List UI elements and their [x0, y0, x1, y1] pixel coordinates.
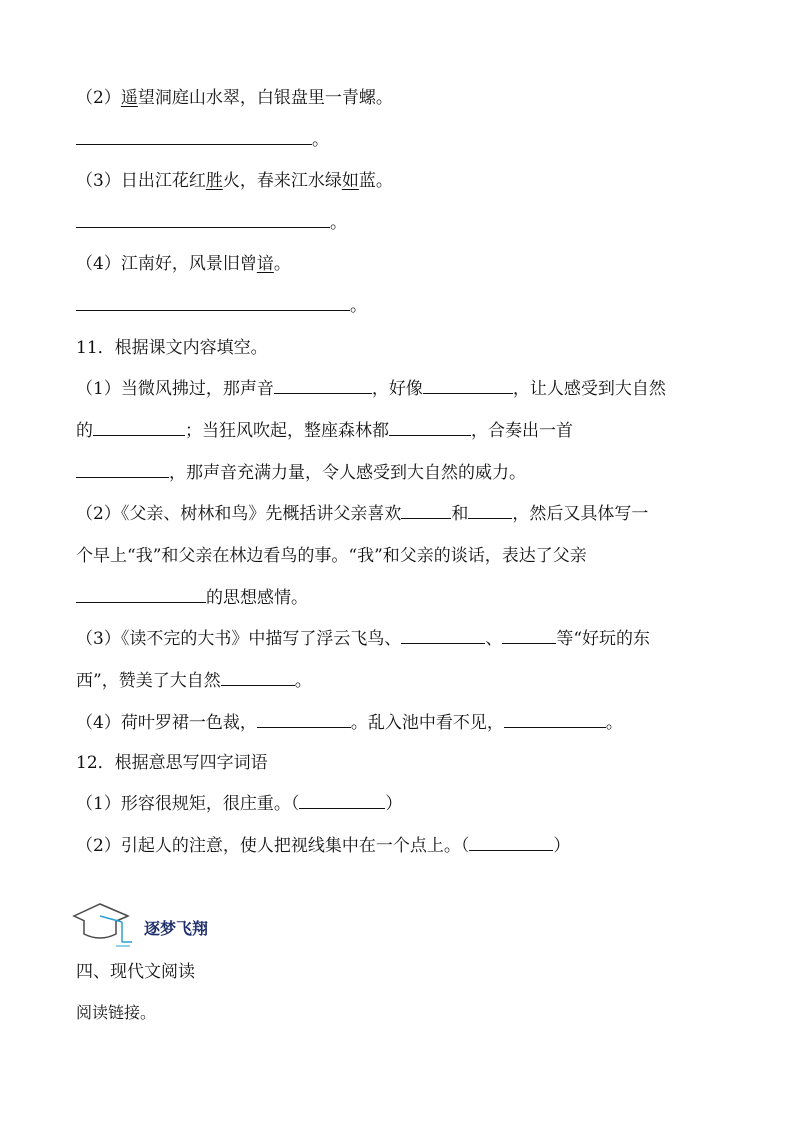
q10-item-3-marked-char-1: 胜 — [205, 171, 223, 191]
q11-item-2-text-c: ，然后又具体写一 — [512, 504, 649, 524]
q11-item-3-line-2 — [76, 669, 312, 693]
q11-item-3-blank-2[interactable] — [502, 627, 556, 644]
section-4-title: 四、现代文阅读 — [76, 962, 195, 982]
q11-item-1-text-a: （1）当微风拂过，那声音 — [76, 379, 274, 399]
q11-item-3-text-d: 西”，赞美了大自然 — [76, 671, 221, 691]
q10-item-3-answer — [76, 211, 347, 235]
q11-item-1-blank-3[interactable] — [93, 419, 185, 436]
q11-item-4 — [76, 711, 623, 735]
q11-item-1-text-c: ，让人感受到大自然 — [512, 379, 666, 399]
q11-item-1-text-g: ，那声音充满力量，令人感受到大自然的威力。 — [169, 463, 526, 483]
q10-item-2-marked-char: 遥 — [120, 88, 138, 108]
q10-item-3-answer-end: 。 — [330, 213, 347, 233]
q11-item-2-line-3 — [76, 586, 308, 610]
q10-item-4-marked-char: 谙 — [256, 254, 274, 274]
q12-item-2-text: （2）引起人的注意，使人把视线集中在一个点上。（ — [76, 836, 470, 856]
q10-item-2 — [76, 86, 393, 110]
q11-item-1-text-b: ，好像 — [371, 379, 423, 399]
section-banner — [70, 898, 250, 950]
q10-item-3 — [76, 169, 393, 193]
q11-item-2-blank-3[interactable] — [76, 586, 206, 603]
q11-item-1-blank-5[interactable] — [76, 461, 169, 478]
q12-item-1-text: （1）形容很规矩，很庄重。（ — [76, 794, 300, 814]
q10-item-3-text: 蓝。 — [358, 171, 393, 191]
q11-title: 11．根据课文内容填空。 — [76, 338, 268, 358]
q11-item-1-text-d: 的 — [76, 421, 93, 441]
q10-item-4-text: 。 — [273, 254, 291, 274]
q11-item-1-line-1 — [76, 377, 666, 401]
q11-item-2-text-a: （2）《父亲、树林和鸟》先概括讲父亲喜欢 — [76, 504, 402, 524]
section-4-subtitle: 阅读链接。 — [76, 1003, 157, 1022]
q11-item-4-text-c: 。 — [605, 713, 623, 733]
q10-item-2-answer — [76, 128, 329, 152]
q10-item-3-answer-blank[interactable] — [76, 211, 330, 228]
q12-item-2 — [76, 834, 570, 858]
q12-item-1-close: ） — [385, 794, 403, 814]
q11-item-1-blank-2[interactable] — [423, 377, 513, 394]
q10-item-4 — [76, 252, 291, 276]
q12-item-2-close: ） — [553, 836, 571, 856]
q11-item-2-blank-1[interactable] — [401, 502, 451, 519]
q11-item-3-text-c: 等“好玩的东 — [556, 629, 651, 649]
q11-item-1-blank-4[interactable] — [389, 419, 471, 436]
q11-item-4-blank-2[interactable] — [504, 711, 606, 728]
q11-item-3-text-b: 、 — [485, 629, 503, 649]
q11-item-3-line-1 — [76, 627, 650, 651]
q11-item-1-line-3 — [76, 461, 526, 485]
q11-item-2-line-2: 个早上“我”和父亲在林边看鸟的事。“我”和父亲的谈话，表达了父亲 — [76, 546, 587, 566]
q11-item-2-line-1 — [76, 502, 648, 526]
q10-item-2-answer-blank[interactable] — [76, 128, 312, 145]
q10-item-3-prefix: （3）日出江花红 — [76, 171, 206, 191]
q11-item-2-text-e: 的思想感情。 — [206, 588, 308, 608]
q12-item-1-blank[interactable] — [299, 792, 385, 809]
q11-item-4-blank-1[interactable] — [257, 711, 351, 728]
q12-item-1 — [76, 792, 402, 816]
q12-title: 12．根据意思写四字词语 — [76, 753, 268, 773]
q11-item-1-text-e: ；当狂风吹起，整座森林都 — [185, 421, 389, 441]
q11-item-1-line-2 — [76, 419, 573, 443]
q10-item-4-prefix: （4）江南好，风景旧曾 — [76, 254, 257, 274]
q11-item-1-text-f: ，合奏出一首 — [471, 421, 573, 441]
q11-item-1-blank-1[interactable] — [274, 377, 372, 394]
q10-item-2-text: 望洞庭山水翠，白银盘里一青螺。 — [137, 88, 393, 108]
banner-title: 逐梦飞翔 — [144, 919, 209, 938]
q11-item-2-text-b: 和 — [451, 504, 469, 524]
q10-item-2-answer-end: 。 — [312, 130, 329, 150]
q10-item-4-answer-end: 。 — [350, 296, 367, 316]
q11-item-2-blank-2[interactable] — [468, 502, 512, 519]
q10-item-4-answer-blank[interactable] — [76, 294, 350, 311]
q11-item-4-text-b: 。乱入池中看不见， — [350, 713, 504, 733]
q11-item-3-text-e: 。 — [294, 671, 312, 691]
q11-item-3-blank-1[interactable] — [401, 627, 485, 644]
q12-item-2-blank[interactable] — [469, 834, 553, 851]
q11-item-3-blank-3[interactable] — [221, 669, 295, 686]
q11-item-3-text-a: （3）《读不完的大书》中描写了浮云飞鸟、 — [76, 629, 402, 649]
q10-item-3-marked-char-2: 如 — [341, 171, 359, 191]
q10-item-4-answer — [76, 294, 367, 318]
q11-item-4-text-a: （4）荷叶罗裙一色裁， — [76, 713, 257, 733]
graduation-cap-icon — [70, 898, 142, 950]
q10-item-3-mid: 火，春来江水绿 — [222, 171, 342, 191]
q10-item-2-prefix: （2） — [76, 88, 121, 108]
